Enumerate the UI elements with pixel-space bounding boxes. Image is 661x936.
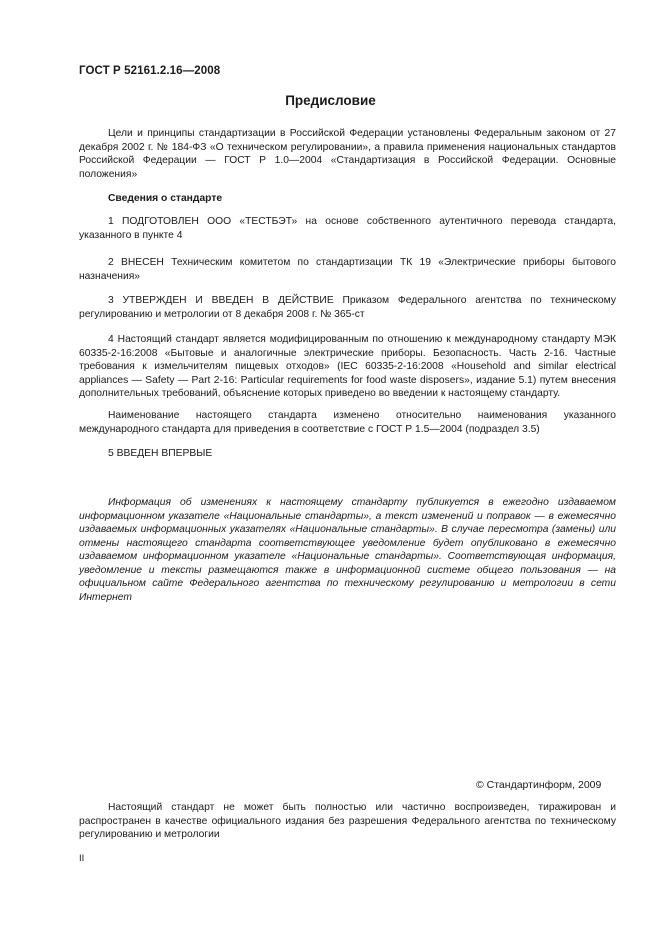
notice-paragraph: Информация об изменениях к настоящему стандарту публикуется в ежегодно издаваемом информационном указателе «Национальные стандарты», а текст изменений и поправок — в ежемесячно издаваемых информационных указателях «Национальные стандарты». В случае пересмотра (замены) или отмены настоящего стандарта соответствующее уведомление будет опубликовано в ежемесячно издаваемом информационном указателе «Национальные стандарты». Соответствующая информация, уведомление и тексты размещаются также в информационной системе общего пользования — на официальном сайте Федерального агентства по техническому регулированию и метрологии в сети Интернет (79, 497, 616, 603)
footer-paragraph: Настоящий стандарт не может быть полностью или частично воспроизведен, тиражирован и распространен в качестве официального издания без разрешения Федерального агентства по техническому регулированию и метрологии (79, 802, 616, 840)
copyright-line: © Стандартинформ, 2009 (476, 779, 602, 791)
item-4-note: Наименование настоящего стандарта изменено относительно наименования указанного международного стандарта для приведения в соответствие с ГОСТ Р 1.5—2004 (подраздел 3.5) (79, 410, 616, 435)
document-header: ГОСТ Р 52161.2.16—2008 (79, 65, 221, 77)
intro-paragraph: Цели и принципы стандартизации в Российской Федерации установлены Федеральным законом от 27 декабря 2002 г. № 184-ФЗ «О техническом регулировании», а правила применения национальных стандартов Российской Федерации — ГОСТ Р 1.0—2004 «Стандартизация в Российской Федерации. Основные положения» (79, 128, 616, 180)
item-1: 1 ПОДГОТОВЛЕН ООО «ТЕСТБЭТ» на основе собственного аутентичного перевода стандарта, указанного в пункте 4 (79, 216, 616, 241)
item-3: 3 УТВЕРЖДЕН И ВВЕДЕН В ДЕЙСТВИЕ Приказом Федерального агентства по техническому регулированию и метрологии от 8 декабря 2008 г. № 365-ст (79, 295, 616, 320)
page-title: Предисловие (285, 93, 376, 108)
item-2: 2 ВНЕСЕН Техническим комитетом по стандартизации ТК 19 «Электрические приборы бытового назначения» (79, 257, 616, 282)
section-heading: Сведения о стандарте (108, 193, 223, 204)
item-4: 4 Настоящий стандарт является модифицированным по отношению к международному стандарту МЭК 60335-2-16:2008 «Бытовые и аналогичные электрические приборы. Безопасность. Часть 2-16. Частные требования к измельчителям пищевых отходов» (IEC 60335-2-16:2008 «Household and similar electrical appliances — Safety — Part 2-16: Particular requirements for food waste disposers», издание 5.1) путем внесения дополнительных требований, объяснение которых приведено во введении к настоящему стандарту. (79, 334, 616, 399)
page-number: II (79, 853, 85, 864)
item-5: 5 ВВЕДЕН ВПЕРВЫЕ (108, 448, 213, 459)
